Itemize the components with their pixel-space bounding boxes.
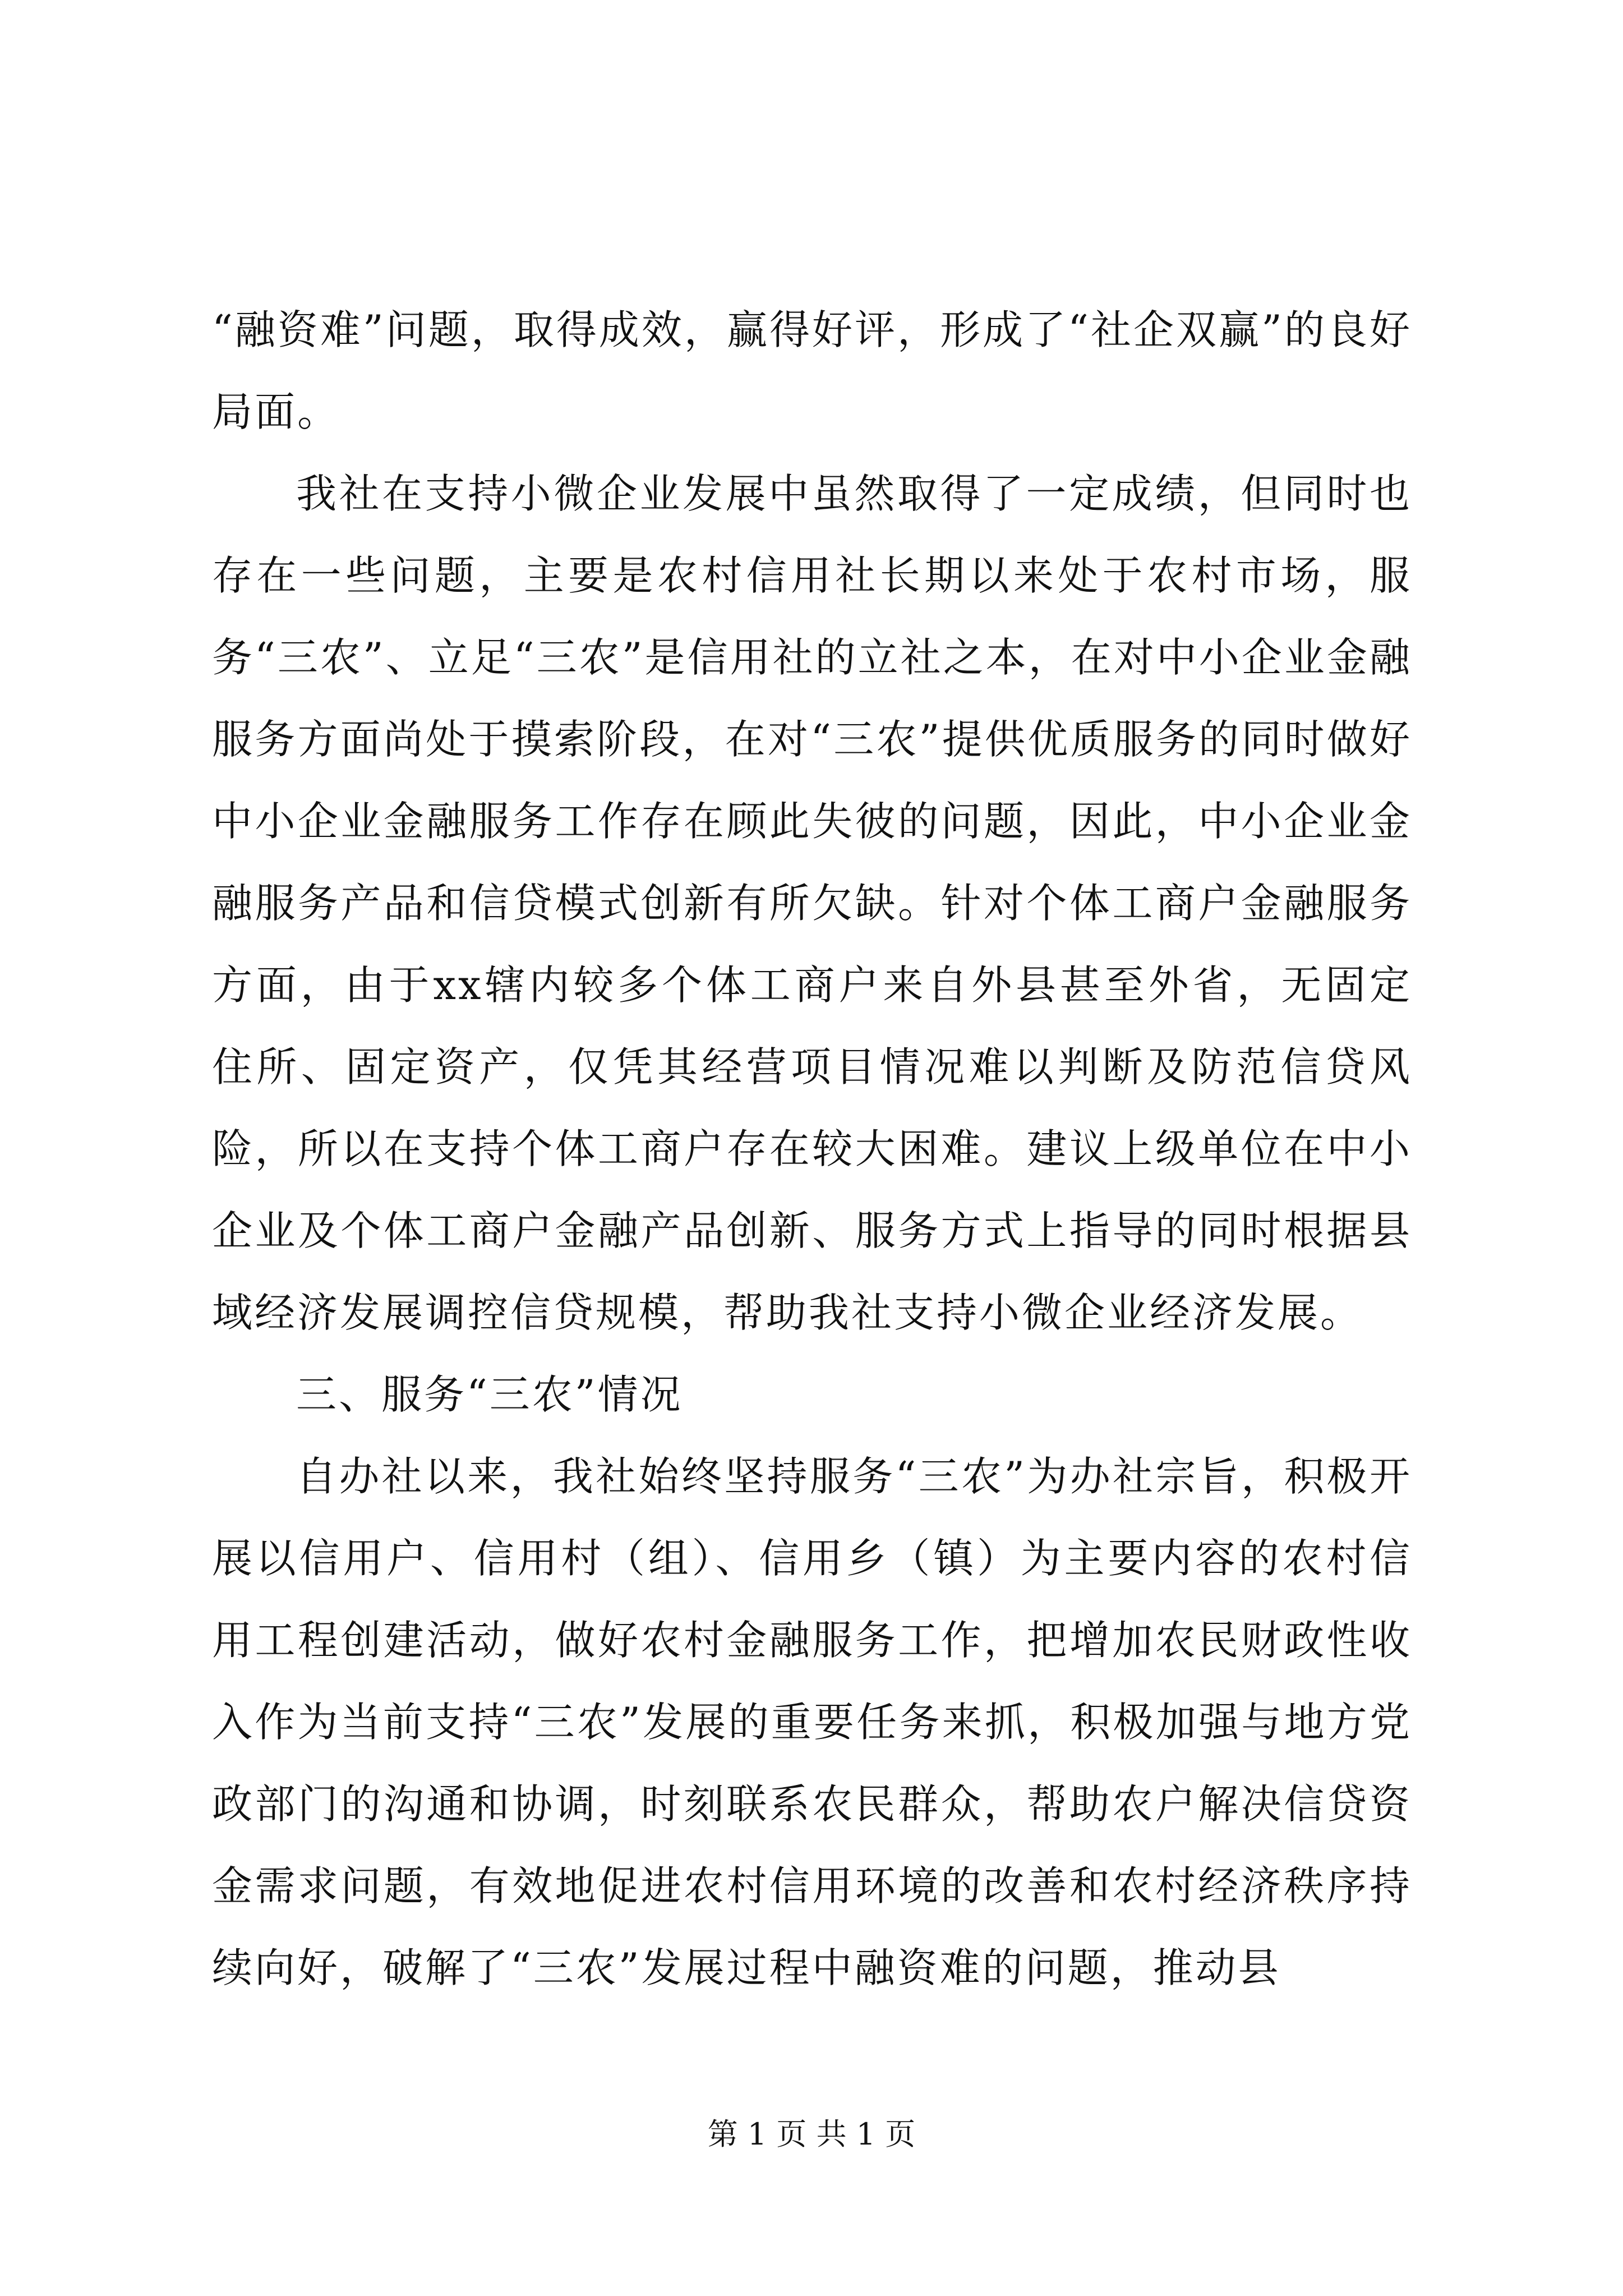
document-body bbox=[212, 289, 1412, 2009]
section-heading-three-rural: 三、服务“三农”情况 bbox=[296, 1371, 683, 1418]
page-footer: 第 1 页 共 1 页 bbox=[707, 2116, 916, 2152]
paragraph-continuation: “融资难”问题，取得成效，赢得好评，形成了“社企双赢”的良好局面。 bbox=[212, 306, 1412, 435]
paragraph-three-rural-service: 自办社以来，我社始终坚持服务“三农”为办社宗旨，积极开展以信用户、信用村（组）、信用乡（镇）为主要内容的农村信用工程创建活动，做好农村金融服务工作，把增加农民财政性收入作为当前支持“三农”发展的重要任务来抓，积极加强与地方党政部门的沟通和协调，时刻联系农民群众，帮助农户解决信贷资金需求问题，有效地促进农村信用环境的改善和农村经济秩序持续向好，破解了“三农”发展过程中融资难的问题，推动县 bbox=[212, 1453, 1412, 1991]
paragraph-problems: 我社在支持小微企业发展中虽然取得了一定成绩，但同时也存在一些问题，主要是农村信用社长期以来处于农村市场，服务“三农”、立足“三农”是信用社的立社之本，在对中小企业金融服务方面尚处于摸索阶段，在对“三农”提供优质服务的同时做好中小企业金融服务工作存在顾此失彼的问题，因此，中小企业金融服务产品和信贷模式创新有所欠缺。针对个体工商户金融服务方面，由于xx辖内较多个体工商户来自外县甚至外省，无固定住所、固定资产，仅凭其经营项目情况难以判断及防范信贷风险，所以在支持个体工商户存在较大困难。建议上级单位在中小企业及个体工商户金融产品创新、服务方式上指导的同时根据县域经济发展调控信贷规模，帮助我社支持小微企业经济发展。 bbox=[212, 470, 1412, 1336]
